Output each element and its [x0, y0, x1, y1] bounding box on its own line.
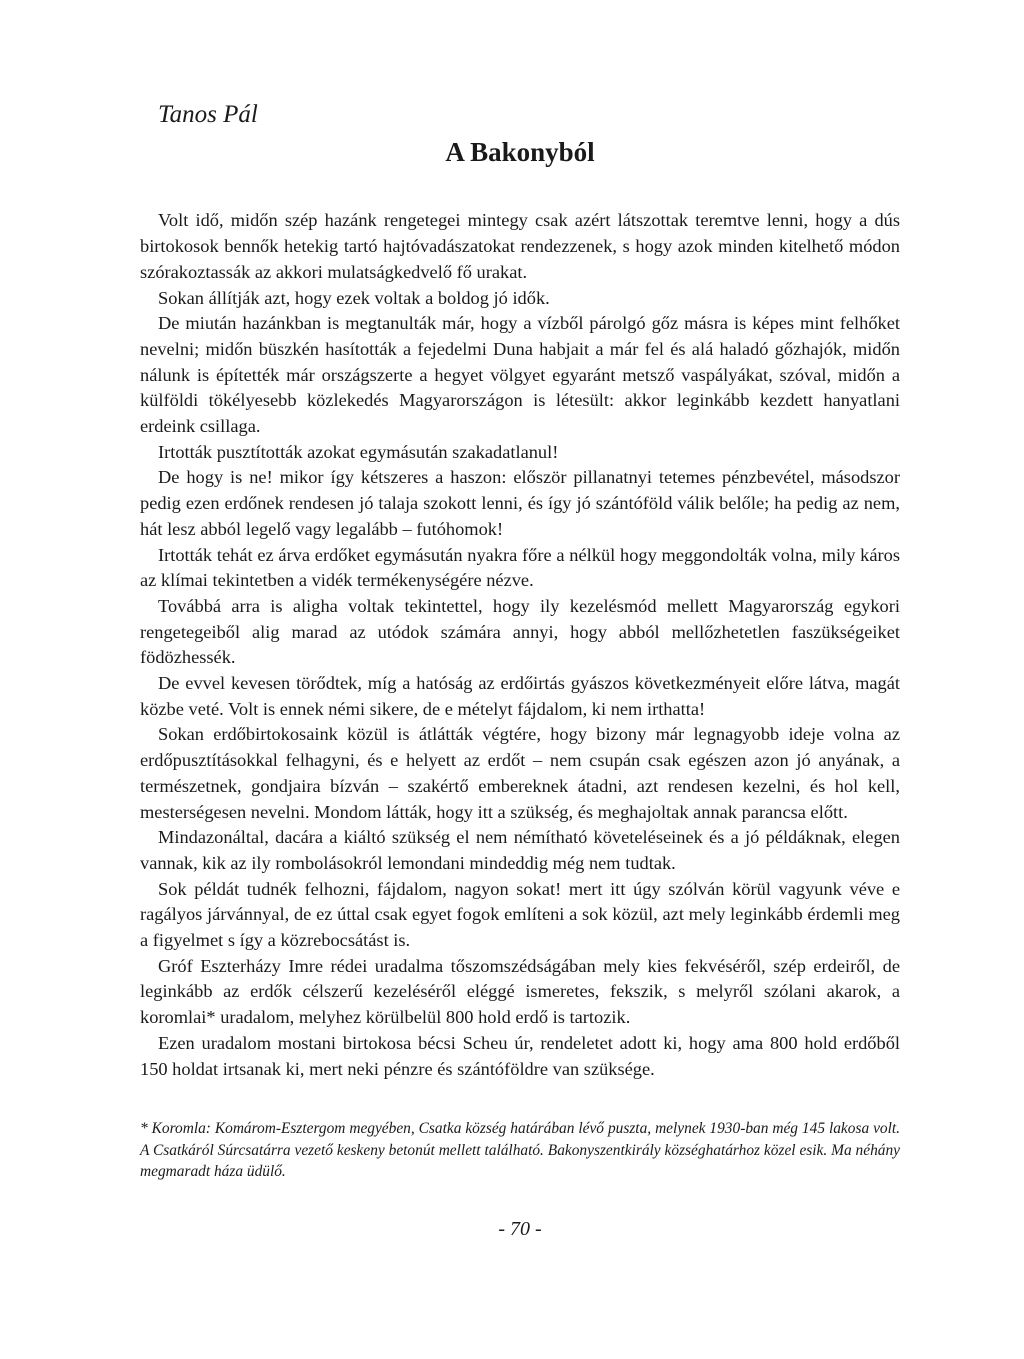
- paragraph: Sok példát tudnék felhozni, fájdalom, nagyon sokat! mert itt úgy szólván körül vagyunk véve e ragályos járvánnyal, de ez úttal csak egyet fogok említeni a sok közül, azt mely leginkább érdemli meg a figyelmet s így a közrebocsátást is.: [140, 878, 900, 951]
- paragraph: Irtották pusztították azokat egymásután szakadatlanul!: [158, 441, 559, 462]
- paragraph: Továbbá arra is aligha voltak tekintettel, hogy ily kezelésmód mellett Magyarország egykori rengetegeiből alig marad az utódok számára annyi, hogy abból mellőzhetetlen faszükségeiket födözhessék.: [140, 595, 900, 668]
- paragraph: Ezen uradalom mostani birtokosa bécsi Scheu úr, rendeletet adott ki, hogy ama 800 hold erdőből 150 holdat irtsanak ki, mert neki pénzre és szántóföldre van szüksége.: [140, 1032, 900, 1079]
- author-name: Tanos Pál: [158, 101, 258, 128]
- article-title: A Bakonyból: [445, 137, 595, 167]
- paragraph: De miután hazánkban is megtanulták már, hogy a vízből párolgó gőz másra is képes mint felhőket nevelni; midőn büszkén hasították a fejedelmi Duna habjait a már fel és alá haladó gőzhajók, midőn nálunk is építették már országszerte a hegyet völgyet egyaránt metsző vaspályákat, szóval, midőn a külföldi tökélyesebb közlekedés Magyarországon is létesült: akkor leginkább kezdett hanyatlani erdeink csillaga.: [140, 313, 900, 437]
- paragraph: De hogy is ne! mikor így kétszeres a haszon: először pillanatnyi tetemes pénzbevétel, másodszor pedig ezen erdőnek rendesen jó talaja szokott lenni, és így jó szántóföld válik belőle; ha pedig az nem, hát lesz abból legelő vagy legalább – futóhomok!: [140, 467, 900, 539]
- paragraph: Volt idő, midőn szép hazánk rengetegei mintegy csak azért látszottak teremtve lenni, hogy a dús birtokosok bennők hetekig tartó hajtóvadászatokat rendezzenek, s hogy azok minden kitelhető módon szórakoztassák az akkori mulatságkedvelő fő urakat.: [140, 210, 900, 282]
- page-number: - 70 -: [498, 1217, 542, 1240]
- footnote: * Koromla: Komárom-Esztergom megyében, Csatka község határában lévő puszta, melynek 1930-ban még 145 lakosa volt. A Csatkáról Súrcsatárra vezető keskeny betonút mellett található. Bakonyszentkirály községhatárhoz közel esik. Ma néhány megmaradt háza üdülő.: [140, 1120, 900, 1181]
- paragraph: Mindazonáltal, dacára a kiáltó szükség el nem némítható követeléseinek és a jó példáknak, elegen vannak, kik az ily rombolásokról lemondani mindeddig még nem tudtak.: [140, 827, 900, 873]
- article-body: [140, 208, 900, 1082]
- paragraph: Gróf Eszterházy Imre rédei uradalma tőszomszédságában mely kies fekvéséről, szép erdeiről, de leginkább az erdők célszerű kezeléséről eléggé ismeretes, fekszik, s melyről szólani akarok, a koromlai* uradalom, melyhez körülbelül 800 hold erdő is tartozik.: [140, 955, 900, 1028]
- paragraph: Sokan erdőbirtokosaink közül is átlátták végtére, hogy bizony már legnagyobb ideje volna az erdőpusztításokkal felhagyni, és e helyett az erdőt – nem csupán csak egészen azon jó anyának, a természetnek, gondjaira bízván – szakértő embereknek átadni, azt rendesen kezelni, és hol kell, mesterségesen nevelni. Mondom látták, hogy itt a szükség, és meghajoltak annak parancsa előtt.: [140, 724, 900, 822]
- paragraph: Irtották tehát ez árva erdőket egymásután nyakra főre a nélkül hogy meggondolták volna, mily káros az klímai tekintetben a vidék termékenységére nézve.: [140, 544, 900, 591]
- paragraph: Sokan állítják azt, hogy ezek voltak a boldog jó idők.: [158, 287, 550, 308]
- paragraph: De evvel kevesen törődtek, míg a hatóság az erdőirtás gyászos következményeit előre látva, magát közbe veté. Volt is ennek némi sikere, de e mételyt fájdalom, ki nem irthatta!: [140, 673, 900, 719]
- document-page: [140, 100, 900, 1241]
